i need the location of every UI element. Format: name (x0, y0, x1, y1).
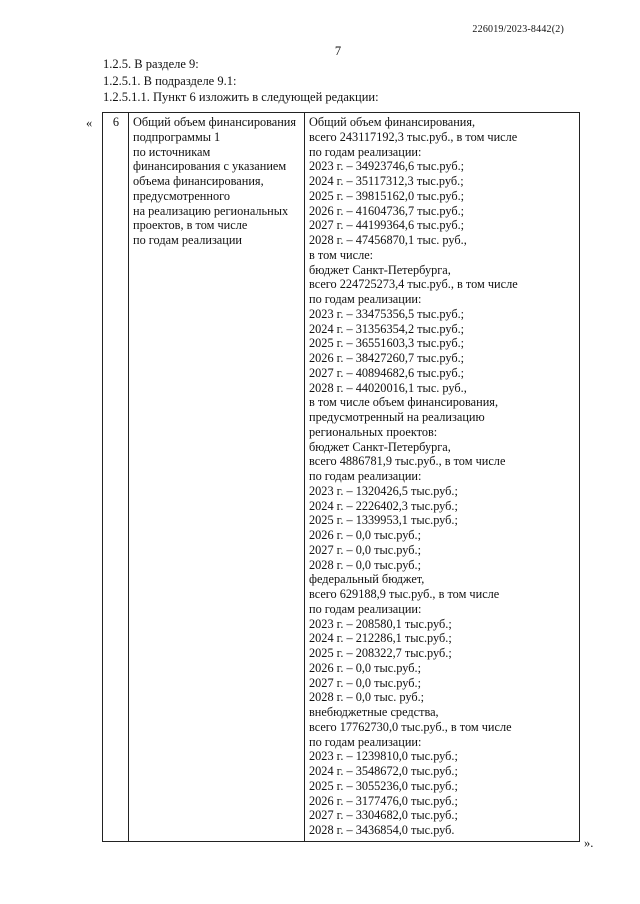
opening-quote: « (86, 116, 93, 130)
row-value-line: 2028 г. – 44020016,1 тыс. руб., (309, 380, 467, 395)
row-value-line: 2025 г. – 1339953,1 тыс.руб.; (309, 513, 458, 528)
row-name-line: проектов, в том числе (133, 218, 248, 233)
row-value-line: 2025 г. – 208322,7 тыс.руб.; (309, 646, 452, 660)
row-value-line: 2023 г. – 208580,1 тыс.руб.; (309, 616, 452, 631)
row-name-line: по годам реализации (133, 233, 243, 247)
row-value-line: 2023 г. – 34923746,6 тыс.руб.; (309, 159, 465, 174)
row-value-line: по годам реализации: (309, 292, 422, 306)
row-value-line: по годам реализации: (309, 469, 422, 483)
row-value-line: 2028 г. – 0,0 тыс. руб.; (309, 690, 425, 705)
row-value-line: всего 224725273,4 тыс.руб., в том числе (309, 277, 518, 292)
row-value-line: 2027 г. – 44199364,6 тыс.руб.; (309, 218, 465, 233)
row-value-line: 2027 г. – 0,0 тыс.руб.; (309, 675, 422, 690)
row-value-line: 2028 г. – 3436854,0 тыс.руб. (309, 823, 455, 837)
document-id: 226019/2023-8442(2) (472, 24, 564, 35)
row-name-line: Общий объем финансирования (133, 115, 297, 129)
row-value-line: в том числе объем финансирования, (309, 395, 499, 410)
intro-line: 1.2.5. В разделе 9: (103, 57, 199, 71)
row-name-line: финансирования с указанием (133, 159, 287, 174)
row-number: 6 (112, 115, 120, 129)
row-value-line: 2027 г. – 3304682,0 тыс.руб.; (309, 808, 458, 823)
row-value-line: всего 17762730,0 тыс.руб., в том числе (309, 719, 512, 734)
row-value-line: 2028 г. – 0,0 тыс.руб.; (309, 557, 422, 572)
row-value-line: всего 629188,9 тыс.руб., в том числе (309, 587, 500, 601)
row-name-line: подпрограммы 1 (133, 129, 221, 144)
row-value-line: 2024 г. – 2226402,3 тыс.руб.; (309, 498, 458, 513)
row-value-line: 2025 г. – 39815162,0 тыс.руб.; (309, 188, 465, 203)
row-name-cell (129, 113, 305, 842)
row-value-line: всего 243117192,3 тыс.руб., в том числе (309, 129, 518, 144)
row-value-line: всего 4886781,9 тыс.руб., в том числе (309, 454, 506, 469)
row-value-line: 2027 г. – 40894682,6 тыс.руб.; (309, 365, 465, 380)
row-value-line: 2026 г. – 0,0 тыс.руб.; (309, 528, 422, 542)
row-value-line: 2026 г. – 38427260,7 тыс.руб.; (309, 351, 465, 365)
row-name-line: предусмотренного (133, 188, 230, 203)
row-value-line: по годам реализации: (309, 601, 422, 616)
row-value-line: предусмотренный на реализацию (309, 410, 485, 424)
intro-paragraphs (103, 56, 379, 106)
row-value-line: 2023 г. – 1320426,5 тыс.руб.; (309, 483, 458, 498)
row-name-line: по источникам (133, 144, 211, 159)
intro-line: 1.2.5.1. В подразделе 9.1: (103, 73, 237, 88)
row-value-line: внебюджетные средства, (309, 705, 439, 719)
row-value-line: бюджет Санкт-Петербурга, (309, 262, 451, 277)
row-value-line: по годам реализации: (309, 734, 422, 749)
row-name-line: на реализацию региональных (133, 203, 289, 218)
financing-table (102, 112, 580, 842)
row-number-cell (103, 113, 129, 842)
intro-line: 1.2.5.1.1. Пункт 6 изложить в следующей редакции: (103, 90, 379, 104)
row-value-line: федеральный бюджет, (309, 572, 425, 587)
row-value-line: 2026 г. – 3177476,0 тыс.руб.; (309, 793, 458, 808)
row-value-line: 2024 г. – 212286,1 тыс.руб.; (309, 631, 452, 646)
row-value-line: 2024 г. – 3548672,0 тыс.руб.; (309, 764, 458, 778)
row-value-line: в том числе: (309, 247, 374, 262)
row-value-line: 2025 г. – 3055236,0 тыс.руб.; (309, 778, 458, 793)
row-value-line: 2026 г. – 41604736,7 тыс.руб.; (309, 203, 465, 218)
row-value-line: 2025 г. – 36551603,3 тыс.руб.; (309, 336, 465, 351)
row-value-line: 2023 г. – 33475356,5 тыс.руб.; (309, 306, 465, 321)
table-row (103, 113, 580, 842)
closing-quote: ». (584, 836, 594, 850)
row-value-line: по годам реализации: (309, 144, 422, 159)
row-value-line: региональных проектов: (309, 424, 438, 439)
row-value-line: бюджет Санкт-Петербурга, (309, 439, 451, 454)
page-number: 7 (334, 44, 342, 58)
row-value-line: 2023 г. – 1239810,0 тыс.руб.; (309, 749, 458, 764)
row-name-line: объема финансирования, (133, 174, 264, 188)
row-value-line: 2024 г. – 31356354,2 тыс.руб.; (309, 321, 465, 336)
row-value-line: 2024 г. – 35117312,3 тыс.руб.; (309, 174, 464, 188)
row-value-line: Общий объем финансирования, (309, 115, 476, 129)
row-value-cell (305, 113, 580, 842)
row-value-line: 2027 г. – 0,0 тыс.руб.; (309, 542, 422, 557)
row-value-line: 2026 г. – 0,0 тыс.руб.; (309, 660, 422, 675)
row-value-line: 2028 г. – 47456870,1 тыс. руб., (309, 233, 467, 247)
